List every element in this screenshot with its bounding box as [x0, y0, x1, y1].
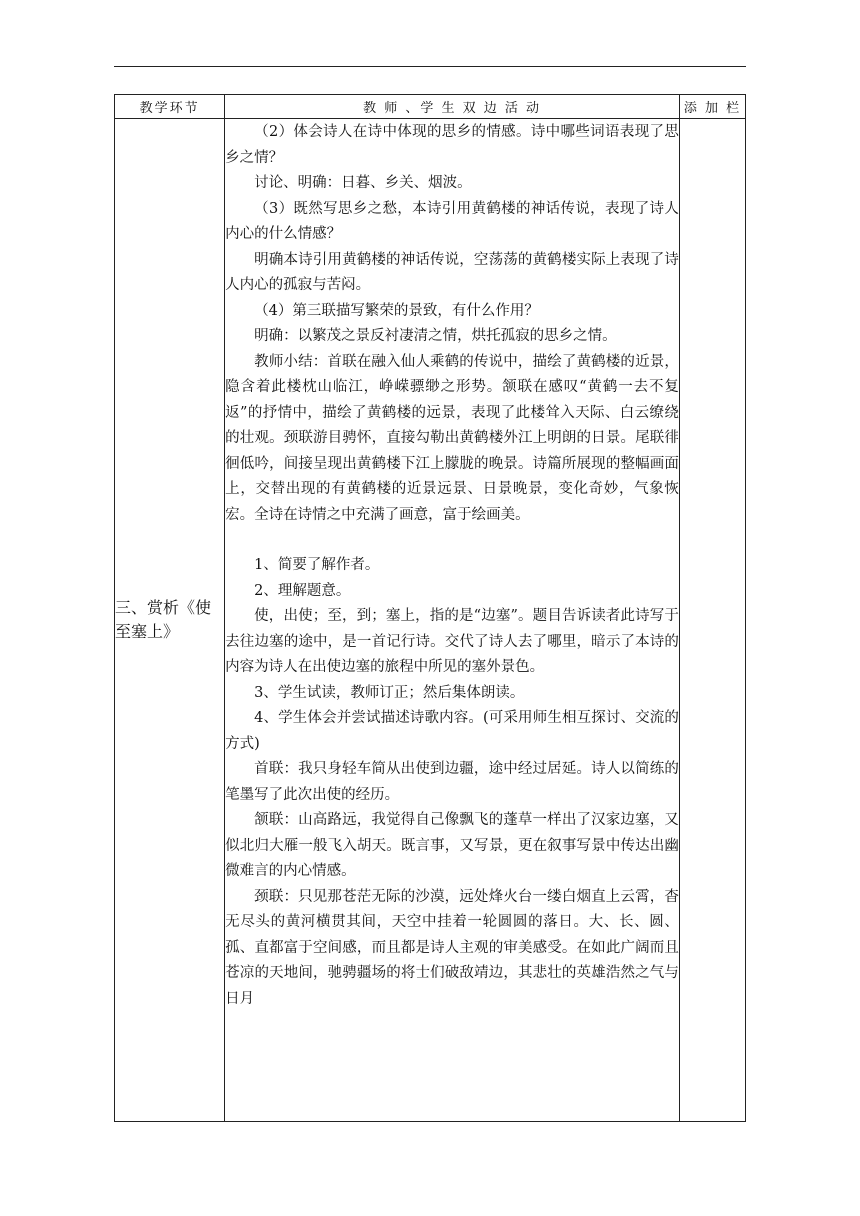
header-stage: 教学环节	[115, 95, 225, 119]
paragraph: （2）体会诗人在诗中体现的思乡的情感。诗中哪些词语表现了思乡之情？	[225, 124, 679, 166]
paragraph: 颔联：山高路远，我觉得自己像飘飞的蓬草一样出了汉家边塞，又似北归大雁一般飞入胡天。既言事，又写景，更在叙事写景中传达出幽微难言的内心情感。	[225, 812, 679, 879]
paragraph: 2、理解题意。	[254, 582, 351, 599]
paragraph: 明确：以繁茂之景反衬凄清之情，烘托孤寂的思乡之情。	[254, 328, 617, 344]
table-row	[115, 119, 746, 1122]
paragraph: 首联：我只身轻车简从出使到边疆，途中经过居延。诗人以简练的笔墨写了此次出使的经历。	[225, 761, 679, 803]
lesson-plan-table	[114, 94, 746, 1122]
blank-line	[225, 528, 679, 553]
paragraph: 1、简要了解作者。	[254, 557, 380, 573]
paragraph: 明确本诗引用黄鹤楼的神话传说，空荡荡的黄鹤楼实际上表现了诗人内心的孤寂与苦闷。	[225, 251, 679, 293]
header-add: 添 加 栏	[679, 95, 745, 119]
paragraph: （4）第三联描写繁荣的景致，有什么作用？	[254, 302, 539, 319]
paragraph: （3）既然写思乡之愁，本诗引用黄鹤楼的神话传说，表现了诗人内心的什么情感？	[225, 200, 679, 242]
stage-label: 三、赏析《使至塞上》	[115, 598, 212, 641]
paragraph: 颈联：只见那苍茫无际的沙漠，远处烽火台一缕白烟直上云霄，杳无尽头的黄河横贯其间，天空中挂着一轮圆圆的落日。大、长、圆、孤、直都富于空间感，而且都是诗人主观的审美感受。在如此广阔而且苍凉的天地间，驰骋疆场的将士们破敌靖边，其悲壮的英雄浩然之气与日月	[225, 888, 679, 1007]
paragraph: 讨论、明确：日暮、乡关、烟波。	[254, 175, 472, 191]
paragraph: 3、学生试读，教师订正；然后集体朗读。	[254, 684, 525, 701]
activity-cell	[225, 119, 680, 1122]
paragraph: 使，出使；至，到；塞上，指的是“边塞”。题目告诉读者此诗写于去往边塞的途中，是一首记行诗。交代了诗人去了哪里，暗示了本诗的内容为诗人在出使边塞的旅程中所见的塞外景色。	[225, 608, 679, 675]
teacher-summary: 教师小结：首联在融入仙人乘鹤的传说中，描绘了黄鹤楼的近景，隐含着此楼枕山临江，峥嵘骠缈之形势。颔联在感叹“黄鹤一去不复返”的抒情中，描绘了黄鹤楼的远景，表现了此楼耸入天际、白云缭绕的壮观。颈联游目骋怀，直接勾勒出黄鹤楼外江上明朗的日景。尾联徘徊低吟，间接呈现出黄鹤楼下江上朦胧的晚景。诗篇所展现的整幅画面上，交替出现的有黄鹤楼的近景远景、日景晚景，变化奇妙，气象恢宏。全诗在诗情之中充满了画意，富于绘画美。	[225, 353, 679, 523]
add-cell	[679, 119, 745, 1122]
paragraph: 4、学生体会并尝试描述诗歌内容。(可采用师生相互探讨、交流的方式)	[225, 710, 679, 752]
table-header-row	[115, 95, 746, 119]
header-rule	[114, 66, 746, 67]
header-activity: 教 师 、学 生 双 边 活 动	[225, 95, 680, 119]
stage-cell	[115, 119, 225, 1122]
